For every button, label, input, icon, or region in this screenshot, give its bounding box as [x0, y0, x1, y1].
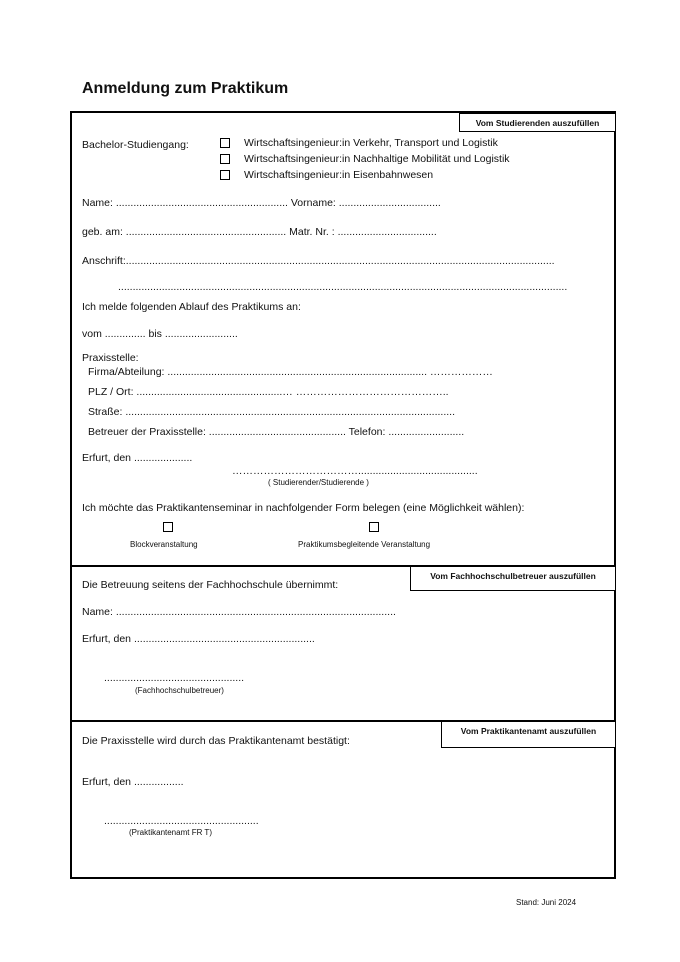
parallel-checkbox[interactable]: [369, 522, 379, 532]
student-signature-line[interactable]: ……………………………….........................................: [232, 465, 478, 477]
program-option-1: Wirtschaftsingenieur:in Verkehr, Transport und Logistik: [244, 137, 498, 149]
program-checkbox-1[interactable]: [220, 138, 230, 148]
program-checkbox-3[interactable]: [220, 170, 230, 180]
student-date-field[interactable]: Erfurt, den ....................: [82, 452, 193, 464]
hs-signature-line[interactable]: ................................................: [104, 672, 245, 684]
amt-date-field[interactable]: Erfurt, den .................: [82, 776, 184, 788]
amt-signature-line[interactable]: .....................................................: [104, 815, 259, 827]
address-field-2[interactable]: ..........................................................................................................................................................: [118, 281, 568, 293]
hs-intro: Die Betreuung seitens der Fachhochschule übernimmt:: [82, 579, 339, 591]
company-field[interactable]: Firma/Abteilung: ......................................................................................... ………………: [88, 366, 493, 378]
program-label: Bachelor-Studiengang:: [82, 139, 189, 151]
student-section-tag: Vom Studierenden auszufüllen: [459, 113, 616, 132]
amt-intro: Die Praxisstelle wird durch das Praktikantenamt bestätigt:: [82, 735, 350, 747]
program-checkbox-2[interactable]: [220, 154, 230, 164]
document-title: Anmeldung zum Praktikum: [82, 80, 289, 97]
seminar-question: Ich möchte das Praktikantenseminar in nachfolgender Form belegen (eine Möglichkeit wählen):: [82, 502, 525, 514]
practice-place-label: Praxisstelle:: [82, 352, 139, 364]
name-field[interactable]: Name: ........................................................... Vorname: ...................................: [82, 197, 441, 209]
hs-signature-caption: (Fachhochschulbetreuer): [135, 686, 224, 695]
hs-section-tag: Vom Fachhochschulbetreuer auszufüllen: [410, 566, 616, 591]
period-field[interactable]: vom .............. bis .........................: [82, 328, 238, 340]
birthdate-field[interactable]: geb. am: ....................................................... Matr. Nr. : ..................................: [82, 226, 437, 238]
amt-signature-caption: (Praktikantenamt FR T): [129, 828, 212, 837]
program-option-2: Wirtschaftsingenieur:in Nachhaltige Mobilität und Logistik: [244, 153, 510, 165]
student-signature-caption: ( Studierender/Studierende ): [268, 478, 369, 487]
hs-date-field[interactable]: Erfurt, den ..............................................................: [82, 633, 315, 645]
program-option-3: Wirtschaftsingenieur:in Eisenbahnwesen: [244, 169, 434, 181]
zip-city-field[interactable]: PLZ / Ort: ..................................................… ……………………………………..: [88, 386, 449, 398]
address-field[interactable]: Anschrift:...................................................................................................................................................: [82, 255, 555, 267]
version-footer: Stand: Juni 2024: [516, 898, 577, 907]
block-option-label: Blockveranstaltung: [130, 540, 198, 549]
street-field[interactable]: Straße: .................................................................................................................: [88, 406, 455, 418]
block-checkbox[interactable]: [163, 522, 173, 532]
amt-section-tag: Vom Praktikantenamt auszufüllen: [441, 721, 616, 748]
parallel-option-label: Praktikumsbegleitende Veranstaltung: [298, 540, 431, 549]
period-intro: Ich melde folgenden Ablauf des Praktikums an:: [82, 301, 301, 313]
supervisor-phone-field[interactable]: Betreuer der Praxisstelle: ............................................... Telefon: ..........................: [88, 426, 465, 438]
hs-name-field[interactable]: Name: ................................................................................................: [82, 606, 396, 618]
